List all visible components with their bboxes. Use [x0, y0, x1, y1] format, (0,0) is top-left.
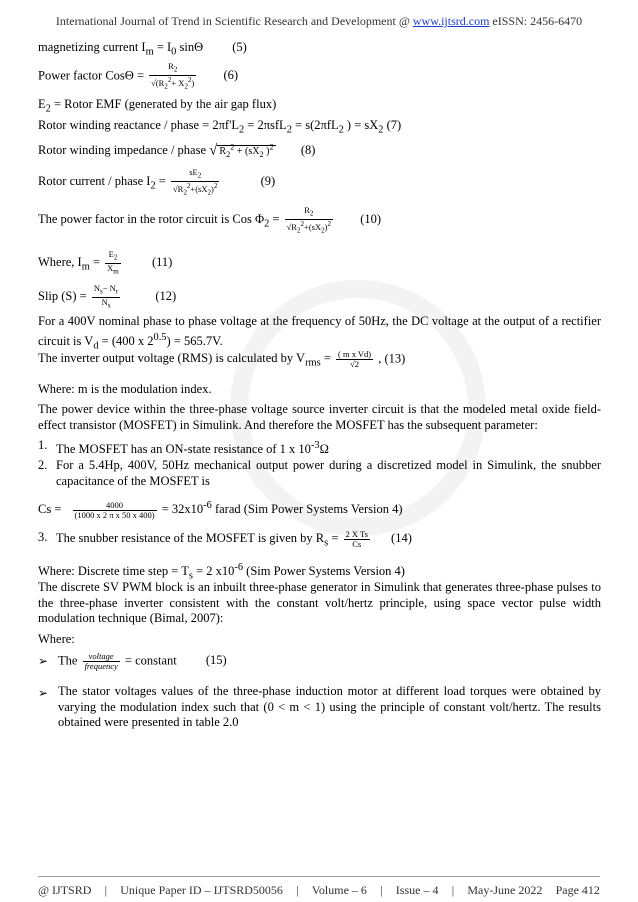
- eq13-line: [38, 350, 405, 371]
- footer-divider: [38, 876, 600, 877]
- eq10-line: [38, 206, 381, 235]
- eq5-text: magnetizing current $I_m = I_0$ sinΘ: [38, 40, 204, 58]
- eq6-number: (6): [223, 68, 239, 83]
- eq8-number: (8): [300, 143, 316, 158]
- eq12-text: Slip (S) =: [38, 289, 87, 304]
- eq11-line: [38, 250, 172, 276]
- eq6-line: [38, 62, 238, 91]
- svpwm-paragraph: The discrete SV PWM block is an inbuilt three-phase generator in Simulink that generates three-phase pulses to the three-phase inverter consistent with the constant volt/hertz principle, using space vector pulse width modulation technique (Bimal, 2007):: [38, 580, 601, 625]
- eq15-line: The $\frac{\text{voltage}}{\text{frequency}}$ = constant (15): [58, 651, 227, 671]
- eq13-fraction: $\frac{\text{( m x Vd)}}{√2}$: [338, 349, 372, 369]
- footer-volume: Volume – 6: [311, 883, 367, 897]
- cs-equation-line: [38, 498, 403, 520]
- footer-journal: @ IJTSRD: [38, 883, 92, 897]
- stator-voltage-paragraph: The stator voltages values of the three-phase induction motor at different load torques were obtained by varying the modulation index such that (0 < m < 1) using the principle of constant volt/hertz. The results obtained were presented in table 2.0: [58, 684, 601, 729]
- footer-page-number: Page 412: [555, 883, 600, 897]
- cs-result: = $32x10^{-6}$ farad (Sim Power Systems Version 4): [161, 500, 403, 517]
- eq5-number: (5): [232, 40, 247, 54]
- eq15-number: (15): [205, 653, 227, 668]
- eq7-line: Rotor winding reactance / phase = $2\pi f'L_2 = 2\pi sfL_2 = s(2\pi fL_2$ ) = $sX_2$ (7): [38, 118, 402, 136]
- eq5-line: [38, 40, 247, 60]
- eq14-number: (14): [391, 531, 412, 546]
- eq8-text: Rotor winding impedance / phase: [38, 143, 207, 158]
- eq11-fraction: $\frac{E_2}{X_m}$: [107, 249, 119, 276]
- eq10-number: (10): [360, 212, 382, 227]
- modulation-index-note: Where: m is the modulation index.: [38, 382, 212, 396]
- eq11-text: Where, $I_m$ =: [38, 255, 101, 273]
- eq10-text: The power factor in the rotor circuit is Cos $\Phi_2$ =: [38, 212, 280, 230]
- eq12-fraction: $\frac{N_s- N_r}{N_s}$: [93, 283, 119, 310]
- eq6-fraction: $\frac{R_2}{√(R_2^2+ X_2^2)}$: [151, 61, 195, 91]
- eq12-number: (12): [155, 289, 177, 304]
- dc-voltage-paragraph: For a 400V nominal phase to phase voltage at the frequency of 50Hz, the DC voltage at the output of a rectifier circuit is $V_d = (400$ x $2^{0.5}) = 565.7V$.: [38, 314, 601, 352]
- footer-paper-id: Unique Paper ID – IJTSRD50056: [120, 883, 283, 897]
- footer-date: May-June 2022: [467, 883, 543, 897]
- cs-fraction: $\frac{4000}{\text{(1000 x 2 π x 50 x 400)}}$: [74, 499, 155, 520]
- time-step-line: Where: Discrete time step = $T_s = 2$ $x10^{-6}$ (Sim Power Systems Version 4): [38, 562, 405, 582]
- eq15-fraction: $\frac{\text{voltage}}{\text{frequency}}$: [84, 651, 118, 671]
- mosfet-paragraph: The power device within the three-phase voltage source inverter circuit is that the modeled metal oxide field-effect transistor (MOSFET) in Simulink. And therefore the MOSFET has the subsequent parameter:: [38, 402, 601, 432]
- eq14-fraction: $\frac{\text{2 X Ts}}{Cs}$: [345, 529, 368, 549]
- eq9-text: Rotor current / phase $I_2$ =: [38, 174, 166, 192]
- eq6-text: Power factor CosΘ =: [38, 68, 144, 83]
- page-header: [0, 14, 638, 29]
- eq9-fraction: $\frac{sE_2}{√R_2^2+(sX_2)^2}$: [172, 167, 218, 197]
- eq13-number: , (13): [378, 351, 406, 366]
- bullet-arrow-icon: ➢: [38, 654, 49, 668]
- page-footer: @ IJTSRD | Unique Paper ID – IJTSRD50056 | Volume – 6 | Issue – 4 | May-June 2022 Page 412: [38, 883, 600, 897]
- issn: eISSN: 2456-6470: [492, 14, 583, 28]
- eq8-sqrt: √ $R_2^2 + (sX_2$ )$^2$: [209, 142, 274, 160]
- footer-issue: Issue – 4: [395, 883, 439, 897]
- eq9-line: [38, 168, 275, 197]
- bullet-arrow-icon: ➢: [38, 686, 49, 700]
- eq8-line: [38, 140, 315, 162]
- eq9-number: (9): [260, 174, 276, 189]
- journal-url-link[interactable]: www.ijtsrd.com: [412, 14, 490, 28]
- eq13-text: The inverter output voltage (RMS) is calculated by $V_{rms}$ =: [38, 351, 331, 369]
- cs-text: Cs =: [38, 502, 62, 517]
- journal-name: International Journal of Trend in Scientific Research and Development @: [55, 14, 410, 28]
- list-item-2: 2. For a 5.4Hp, 400V, 50Hz mechanical output power during a discretized model in Simulink, the snubber capacitance of the MOSFET is: [38, 458, 601, 488]
- where-label: Where:: [38, 632, 75, 646]
- eq10-fraction: $\frac{R_2}{√R_2^2+(sX_2)^2}$: [286, 205, 332, 235]
- eq12-line: [38, 284, 176, 310]
- e2-line: $E_2$ = Rotor EMF (generated by the air gap flux): [38, 97, 277, 115]
- eq11-number: (11): [151, 255, 173, 270]
